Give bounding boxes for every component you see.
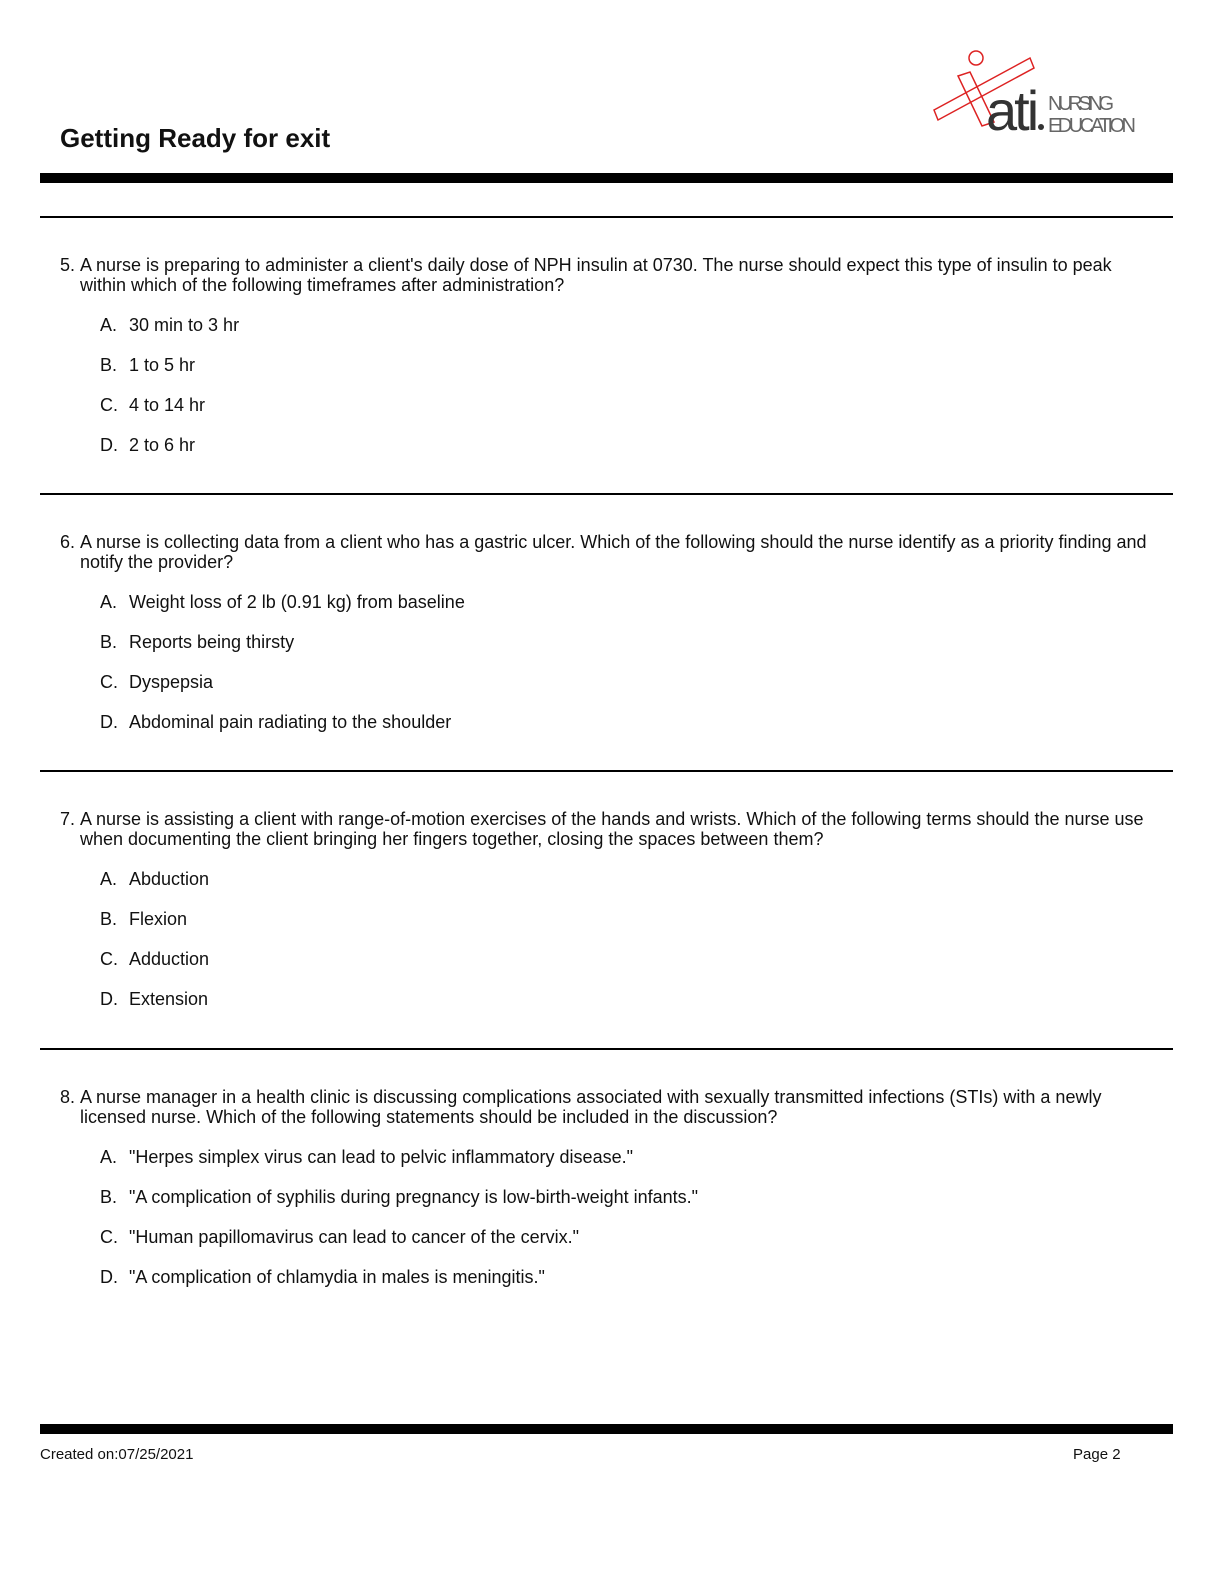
option-text: 4 to 14 hr <box>129 395 206 415</box>
question-number: 6. <box>60 532 76 552</box>
option-a[interactable] <box>100 1147 1160 1167</box>
option-letter: A. <box>100 592 118 612</box>
option-letter: A. <box>100 869 118 889</box>
option-text: "A complication of chlamydia in males is meningitis." <box>129 1267 545 1287</box>
question-text: A nurse is assisting a client with range-of-motion exercises of the hands and wrists. Which of the following terms should the nurse use when documenting the client bringing her fingers together, closing the spaces between them? <box>80 809 1144 849</box>
option-text: 1 to 5 hr <box>129 355 196 375</box>
option-letter: A. <box>100 1147 118 1167</box>
option-letter: D. <box>100 989 118 1009</box>
question-number: 5. <box>60 255 76 275</box>
option-d[interactable] <box>100 989 1160 1009</box>
option-letter: B. <box>100 355 118 375</box>
option-a[interactable] <box>100 869 1160 889</box>
option-letter: D. <box>100 435 118 455</box>
option-text: Reports being thirsty <box>129 632 295 652</box>
header-rule <box>40 173 1173 183</box>
option-text: 2 to 6 hr <box>129 435 196 455</box>
option-letter: B. <box>100 909 118 929</box>
question-5 <box>60 255 1160 455</box>
option-d[interactable] <box>100 1267 1160 1287</box>
option-b[interactable] <box>100 1187 1160 1207</box>
option-c[interactable] <box>100 395 1160 415</box>
option-letter: D. <box>100 712 118 732</box>
divider <box>40 770 1173 772</box>
option-b[interactable] <box>100 632 1160 652</box>
question-text: A nurse manager in a health clinic is discussing complications associated with sexually transmitted infections (STIs) with a newly licensed nurse. Which of the following statements should be included in the discussion? <box>80 1087 1102 1127</box>
option-text: Flexion <box>129 909 188 929</box>
option-letter: C. <box>100 672 118 692</box>
option-c[interactable] <box>100 949 1160 969</box>
option-d[interactable] <box>100 435 1160 455</box>
option-text: Dyspepsia <box>129 672 214 692</box>
option-letter: A. <box>100 315 118 335</box>
option-c[interactable] <box>100 672 1160 692</box>
question-7 <box>60 809 1160 1009</box>
option-a[interactable] <box>100 592 1160 612</box>
option-a[interactable] <box>100 315 1160 335</box>
question-text: A nurse is collecting data from a client who has a gastric ulcer. Which of the following should the nurse identify as a priority finding and notify the provider? <box>80 532 1147 572</box>
divider <box>40 1048 1173 1050</box>
question-8 <box>60 1087 1160 1287</box>
svg-text:EDUCATION: EDUCATION <box>1048 115 1136 137</box>
option-text: "Human papillomavirus can lead to cancer of the cervix." <box>129 1227 579 1247</box>
option-letter: B. <box>100 1187 118 1207</box>
option-text: Adduction <box>129 949 210 969</box>
svg-text:ati: ati <box>986 79 1037 142</box>
option-letter: B. <box>100 632 118 652</box>
question-text: A nurse is preparing to administer a client's daily dose of NPH insulin at 0730. The nurse should expect this type of insulin to peak within which of the following timeframes after administration? <box>80 255 1112 295</box>
question-number: 8. <box>60 1087 76 1107</box>
page-title: Getting Ready for exit <box>60 123 331 153</box>
option-b[interactable] <box>100 355 1160 375</box>
created-date: Created on:07/25/2021 <box>40 1446 194 1463</box>
footer-rule <box>40 1424 1173 1434</box>
question-number: 7. <box>60 809 76 829</box>
option-text: "Herpes simplex virus can lead to pelvic inflammatory disease." <box>129 1147 633 1167</box>
divider <box>40 216 1173 218</box>
page-number: Page 2 <box>1073 1446 1121 1463</box>
option-letter: C. <box>100 395 118 415</box>
option-text: Weight loss of 2 lb (0.91 kg) from baseline <box>129 592 465 612</box>
option-b[interactable] <box>100 909 1160 929</box>
ati-nursing-education-logo <box>930 42 1150 142</box>
divider <box>40 493 1173 495</box>
svg-text:NURSING: NURSING <box>1048 93 1114 115</box>
option-text: 30 min to 3 hr <box>129 315 240 335</box>
option-letter: C. <box>100 949 118 969</box>
option-c[interactable] <box>100 1227 1160 1247</box>
option-letter: D. <box>100 1267 118 1287</box>
option-text: Abdominal pain radiating to the shoulder <box>129 712 452 732</box>
option-d[interactable] <box>100 712 1160 732</box>
option-text: Extension <box>129 989 209 1009</box>
question-6 <box>60 532 1160 732</box>
option-letter: C. <box>100 1227 118 1247</box>
option-text: Abduction <box>129 869 210 889</box>
option-text: "A complication of syphilis during pregnancy is low-birth-weight infants." <box>129 1187 699 1207</box>
